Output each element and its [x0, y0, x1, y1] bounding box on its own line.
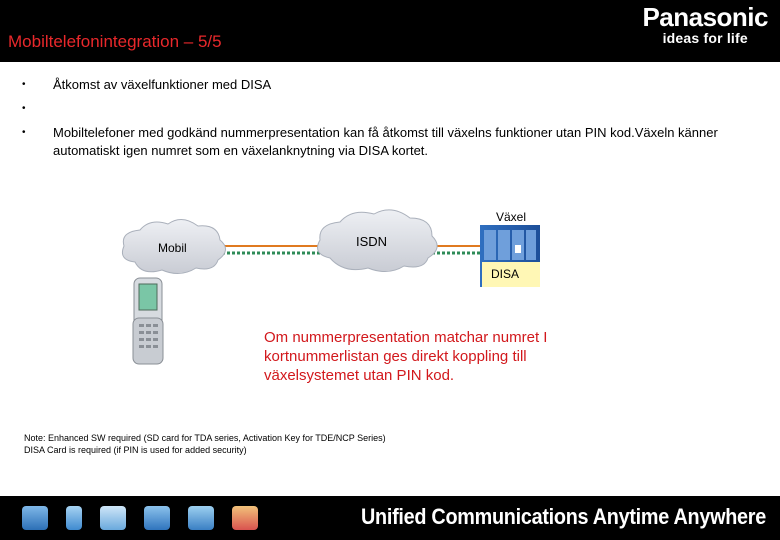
bullet-list	[22, 76, 722, 166]
footnote	[24, 432, 386, 456]
brand-logo	[642, 2, 768, 46]
footnote-line: DISA Card is required (if PIN is used for added security)	[24, 445, 247, 455]
header-bar	[0, 0, 780, 62]
footer-bar	[0, 496, 780, 540]
chat-icon	[100, 506, 126, 530]
footer-icon-row	[22, 506, 258, 530]
voicemail-icon	[144, 506, 170, 530]
bullet-item	[22, 124, 722, 160]
brand-tagline: ideas for life	[662, 30, 748, 46]
disa-label: DISA	[491, 267, 520, 281]
brand-name: Panasonic	[642, 2, 768, 32]
fax-icon	[188, 506, 214, 530]
bullet-item	[22, 100, 722, 118]
softphone-icon	[22, 506, 48, 530]
bullet-item	[22, 76, 722, 94]
mobile-icon	[66, 506, 82, 530]
mobil-label: Mobil	[158, 241, 187, 255]
presence-icon	[232, 506, 258, 530]
bullet-text: Mobiltelefoner med godkänd nummerpresentation kan få åtkomst till växelns funktioner utan PIN kod.Växeln känner automatiskt igen numret som en växelanknytning via DISA kortet.	[53, 125, 718, 158]
bullet-marker: •	[22, 79, 26, 90]
footer-slogan: Unified Communications Anytime Anywhere	[361, 504, 766, 529]
callout-text: Om nummerpresentation matchar numret I kortnummerlistan ges direkt koppling till växelsystemet utan PIN kod.	[264, 329, 548, 384]
bullet-text	[53, 100, 722, 118]
mobile-phone-icon	[133, 278, 163, 364]
bullet-marker: •	[22, 127, 26, 138]
bullet-marker: •	[22, 103, 26, 114]
footnote-line: Note: Enhanced SW required (SD card for TDA series, Activation Key for TDE/NCP Series)	[24, 433, 386, 443]
bullet-text: Åtkomst av växelfunktioner med DISA	[53, 77, 272, 92]
page-title: Mobiltelefonintegration – 5/5	[8, 32, 222, 51]
vaxel-label: Växel	[496, 210, 527, 224]
isdn-label: ISDN	[356, 234, 388, 249]
